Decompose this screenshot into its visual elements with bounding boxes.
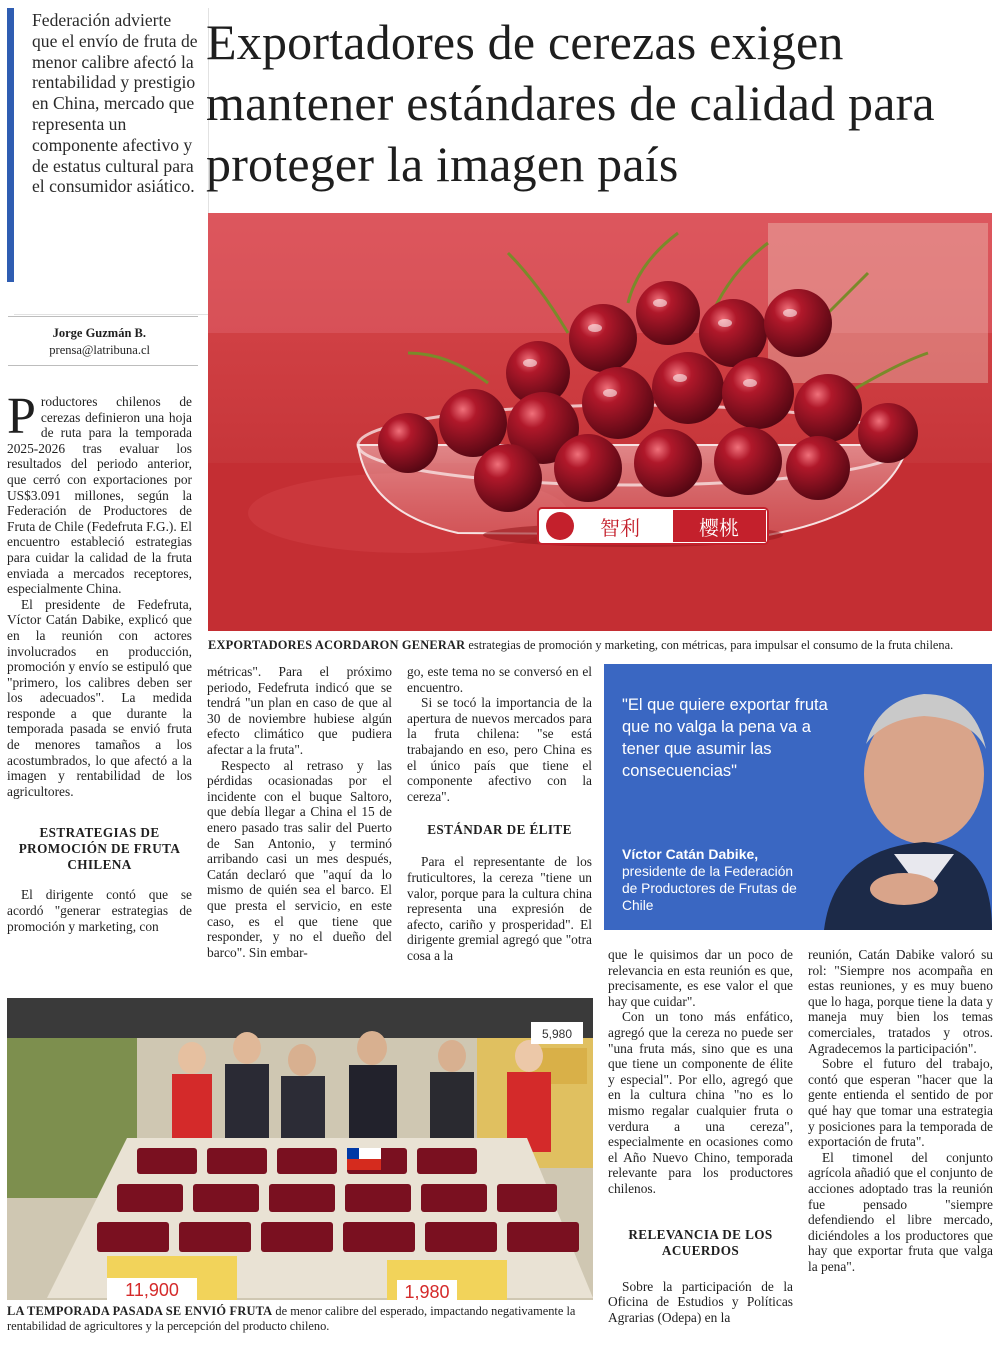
quote-text: "El que quiere exportar fruta que no valga la pena va a tener que asumir las consecuencias" [622,696,828,780]
price-tag-3: 5,980 [541,1027,573,1041]
photo-supermarket [7,998,593,1300]
column-3 [407,664,592,964]
col2-paragraph-1: métricas". Para el próximo periodo, Fedefruta indicó que se tendrá "un plan en caso de que al 30 de noviembre hubiese algún efecto climático que pudiera afectar a la fruta". [207,664,392,757]
cherry-bowl-image [208,213,992,631]
dropcap: P [7,388,36,445]
supermarket-image [7,998,593,1300]
column-4 [608,947,793,1325]
col3-paragraph-1: go, este tema no se conversó en el encuentro. [407,664,592,695]
price-tag-1: 11,900 [125,1280,179,1300]
col1-p1-text: roductores chilenos de cerezas definieron una hoja de ruta para la temporada 2025-2026 tras evaluar los resultados del periodo anterior, que cerró con exportaciones por US$3.091 millones, según la Federación de Productores de Fruta de Chile (Fedefruta F.G.). El encuentro estableció estrategias para cuidar la calidad de la fruta enviada a mercados receptores, especialmente China. [7,394,192,597]
col1-paragraph-2: El presidente de Fedefruta, Víctor Catán Dabike, explicó que en la reunión con actores involucrados en producción, promoción y envío se estipuló que "primero, los calibres deben ser los adecuados". La medida responde a que durante la temporada pasada se envió fruta de menores tamaños a los acostumbrados, lo que afectó a la imagen y rentabilidad de los agricultores. [7,596,192,799]
col4-paragraph-1: que le quisimos dar un poco de relevancia en esta reunión es que, precisamente, es ese valor el que hay que cuidar". [608,947,793,1009]
photo-top-caption-bold: EXPORTADORES ACORDARON GENERAR [208,638,466,652]
col3-paragraph-3: Para el representante de los fruticultores, la cereza "tiene un valor, porque para la cultura china representa una expresión de afecto, cariño y prosperidad". El dirigente gremial agregó que "otra cosa a la [407,854,592,963]
col5-paragraph-3: El timonel del conjunto agrícola añadió que el conjunto de acciones adoptado tras la reunión fue pensado "siempre defendiendo el libre mercado, diciéndoles a los productores que hay que exportar fruta que valga la pena". [808,1149,993,1274]
col4-subhead: RELEVANCIA DE LOS ACUERDOS [628,1226,773,1258]
col1-subhead: ESTRATEGIAS DE PROMOCIÓN DE FRUTA CHILENA [18,825,181,873]
photo-bottom-caption-bold: LA TEMPORADA PASADA SE ENVIÓ FRUTA [7,1304,273,1318]
byline-bottom-rule [8,365,198,366]
quote-attribution-name: Víctor Catán Dabike, [622,846,759,862]
photo-top-caption-text: estrategias de promoción y marketing, con métricas, para impulsar el consumo de la fruta chilena. [465,638,954,652]
photo-bottom-caption [7,1304,593,1334]
col1-paragraph-1 [7,388,192,597]
byline-email: prensa@latribuna.cl [49,343,150,357]
column-5 [808,947,993,1274]
photo-bottom-caption-text: de menor calibre del esperado, impactando negativamente la rentabilidad de agricultores y la percepción del producto chileno. [7,1304,576,1333]
quote-box [604,664,992,930]
photo-cherries [208,213,992,631]
col1-paragraph-3: El dirigente contó que se acordó "generar estrategias de promoción y marketing, con [7,887,192,934]
byline-author: Jorge Guzmán B. [52,326,146,340]
lead-accent-bar [7,8,14,282]
byline-top-rule [8,316,198,317]
bowl-label-right: 樱桃 [699,516,739,540]
quote-attribution-role: presidente de la Federación de Productores de Frutas de Chile [622,864,797,913]
headline: Exportadores de cerezas exigen mantener estándares de calidad para proteger la imagen país [206,14,935,192]
col4-paragraph-2: Con un tono más enfático, agregó que la cereza no puede ser "una fruta más, sino que es una que tiene un componente de élite y especial". Por ello, agregó que en la cultura china "no es lo mismo regalar cualquier fruta o verdura a una cereza", especialmente en ocasiones como el Año Nuevo Chino, temporada relevante para los productores chilenos. [608,1009,793,1196]
price-tag-2: 1,980 [404,1282,450,1300]
lead-text: Federación advierte que el envío de fruta de menor calibre afectó la rentabilidad y prestigio en China, mercado que representa un componente afectivo y de estatus cultural para el consumidor asiático. [32,10,198,197]
col3-paragraph-2: Si se tocó la importancia de la apertura de nuevos mercados para la fruta chilena: "se está trabajando en eso, pero China es el único país que tiene el componente afectivo con la cereza". [407,695,592,804]
col4-paragraph-3: Sobre la participación de la Oficina de Estudios y Políticas Agrarias (Odepa) en la [608,1278,793,1325]
col2-paragraph-2: Respecto al retraso y las pérdidas ocasionadas por el incidente con el buque Saltoro, que debía llegar a China el 15 de enero pasado tras salir del Puerto de San Antonio, y terminó arribando casi un mes después, Catán declaró que "aquí da lo mismo de quién sea el barco. El que presta el servicio, en este caso, es el que tiene que responder, y no el dueño del barco". Sin embar- [207,757,392,960]
col5-paragraph-1: reunión, Catán Dabike valoró su rol: "Siempre nos acompaña en estas reuniones, y es muy bueno que lo haga, porque tiene la data y maneja muy bien los temas comerciales, tratados y otros. Agradecemos la participación". [808,947,993,1056]
photo-top-caption [208,638,992,653]
bowl-label-left: 智利 [600,516,640,540]
column-1 [7,388,192,934]
col3-subhead: ESTÁNDAR DE ÉLITE [427,822,572,838]
col5-paragraph-2: Sobre el futuro del trabajo, contó que esperan "hacer que la gente entienda el sentido de por qué hay que tomar una estrategia y posiciones para la temporada de exportación de fruta". [808,1056,993,1150]
column-2 [207,664,392,960]
